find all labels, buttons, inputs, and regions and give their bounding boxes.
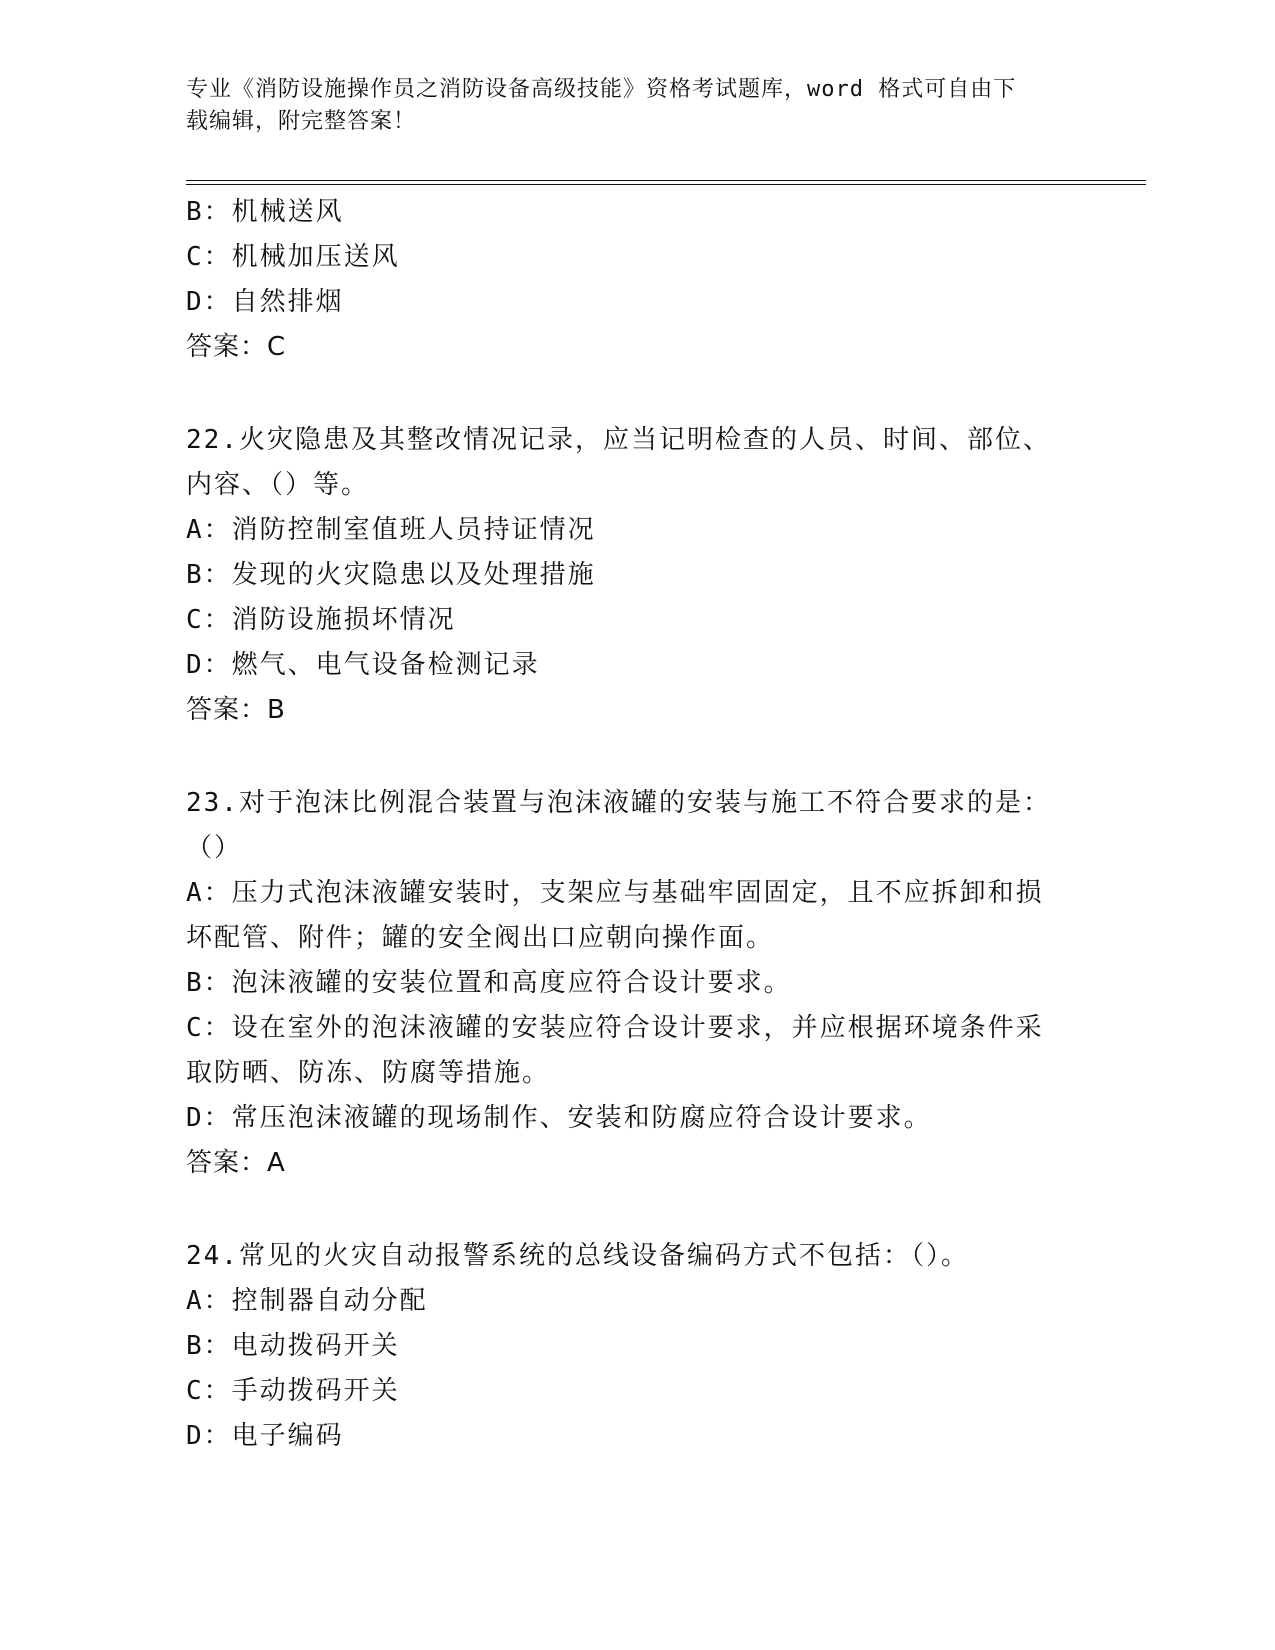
q22-stem-line-1: 22.火灾隐患及其整改情况记录，应当记明检查的人员、时间、部位、	[186, 425, 1051, 455]
q23-option-a-line-1: A：压力式泡沫液罐安装时，支架应与基础牢固固定，且不应拆卸和损	[186, 878, 1044, 908]
question-23	[186, 781, 1086, 1186]
q23-answer: 答案：A	[186, 1148, 286, 1178]
header-divider-bottom	[186, 184, 1146, 185]
q24-option-c: C：手动拨码开关	[186, 1376, 400, 1406]
q22-option-b: B：发现的火灾隐患以及处理措施	[186, 560, 596, 590]
question-24	[186, 1234, 1086, 1459]
question-content	[186, 190, 1086, 1459]
question-22	[186, 418, 1086, 733]
q23-stem-line-2: （）	[186, 833, 243, 863]
q24-option-b: B：电动拨码开关	[186, 1331, 400, 1361]
q23-option-c-line-1: C：设在室外的泡沫液罐的安装应符合设计要求，并应根据环境条件采	[186, 1013, 1044, 1043]
spacer	[186, 370, 1086, 418]
q21-option-b: B：机械送风	[186, 197, 344, 227]
spacer	[186, 1186, 1086, 1234]
q22-option-a: A：消防控制室值班人员持证情况	[186, 515, 596, 545]
q21-answer: 答案：C	[186, 332, 287, 362]
q21-option-c: C：机械加压送风	[186, 242, 400, 272]
q23-option-d: D：常压泡沫液罐的现场制作、安装和防腐应符合设计要求。	[186, 1103, 932, 1133]
q24-option-d: D：电子编码	[186, 1421, 344, 1451]
q24-option-a: A：控制器自动分配	[186, 1286, 428, 1316]
q23-stem-line-1: 23.对于泡沫比例混合装置与泡沫液罐的安装与施工不符合要求的是：	[186, 788, 1051, 818]
header-divider-top	[186, 180, 1146, 181]
q22-stem-line-2: 内容、（）等。	[186, 470, 370, 500]
question-21-tail	[186, 190, 1086, 370]
q22-option-c: C：消防设施损坏情况	[186, 605, 456, 635]
q24-stem-line-1: 24.常见的火灾自动报警系统的总线设备编码方式不包括：（）。	[186, 1241, 969, 1271]
q22-option-d: D：燃气、电气设备检测记录	[186, 650, 540, 680]
header-line-1: 专业《消防设施操作员之消防设备高级技能》资格考试题库，word 格式可自由下	[186, 77, 1017, 102]
q23-option-b: B：泡沫液罐的安装位置和高度应符合设计要求。	[186, 968, 792, 998]
spacer	[186, 733, 1086, 781]
document-header	[186, 74, 1086, 138]
q21-option-d: D：自然排烟	[186, 287, 344, 317]
q22-answer: 答案：B	[186, 695, 286, 725]
q23-option-a-line-2: 坏配管、附件；罐的安全阀出口应朝向操作面。	[186, 923, 775, 953]
q23-option-c-line-2: 取防晒、防冻、防腐等措施。	[186, 1058, 551, 1088]
header-line-2: 载编辑，附完整答案！	[186, 109, 417, 134]
